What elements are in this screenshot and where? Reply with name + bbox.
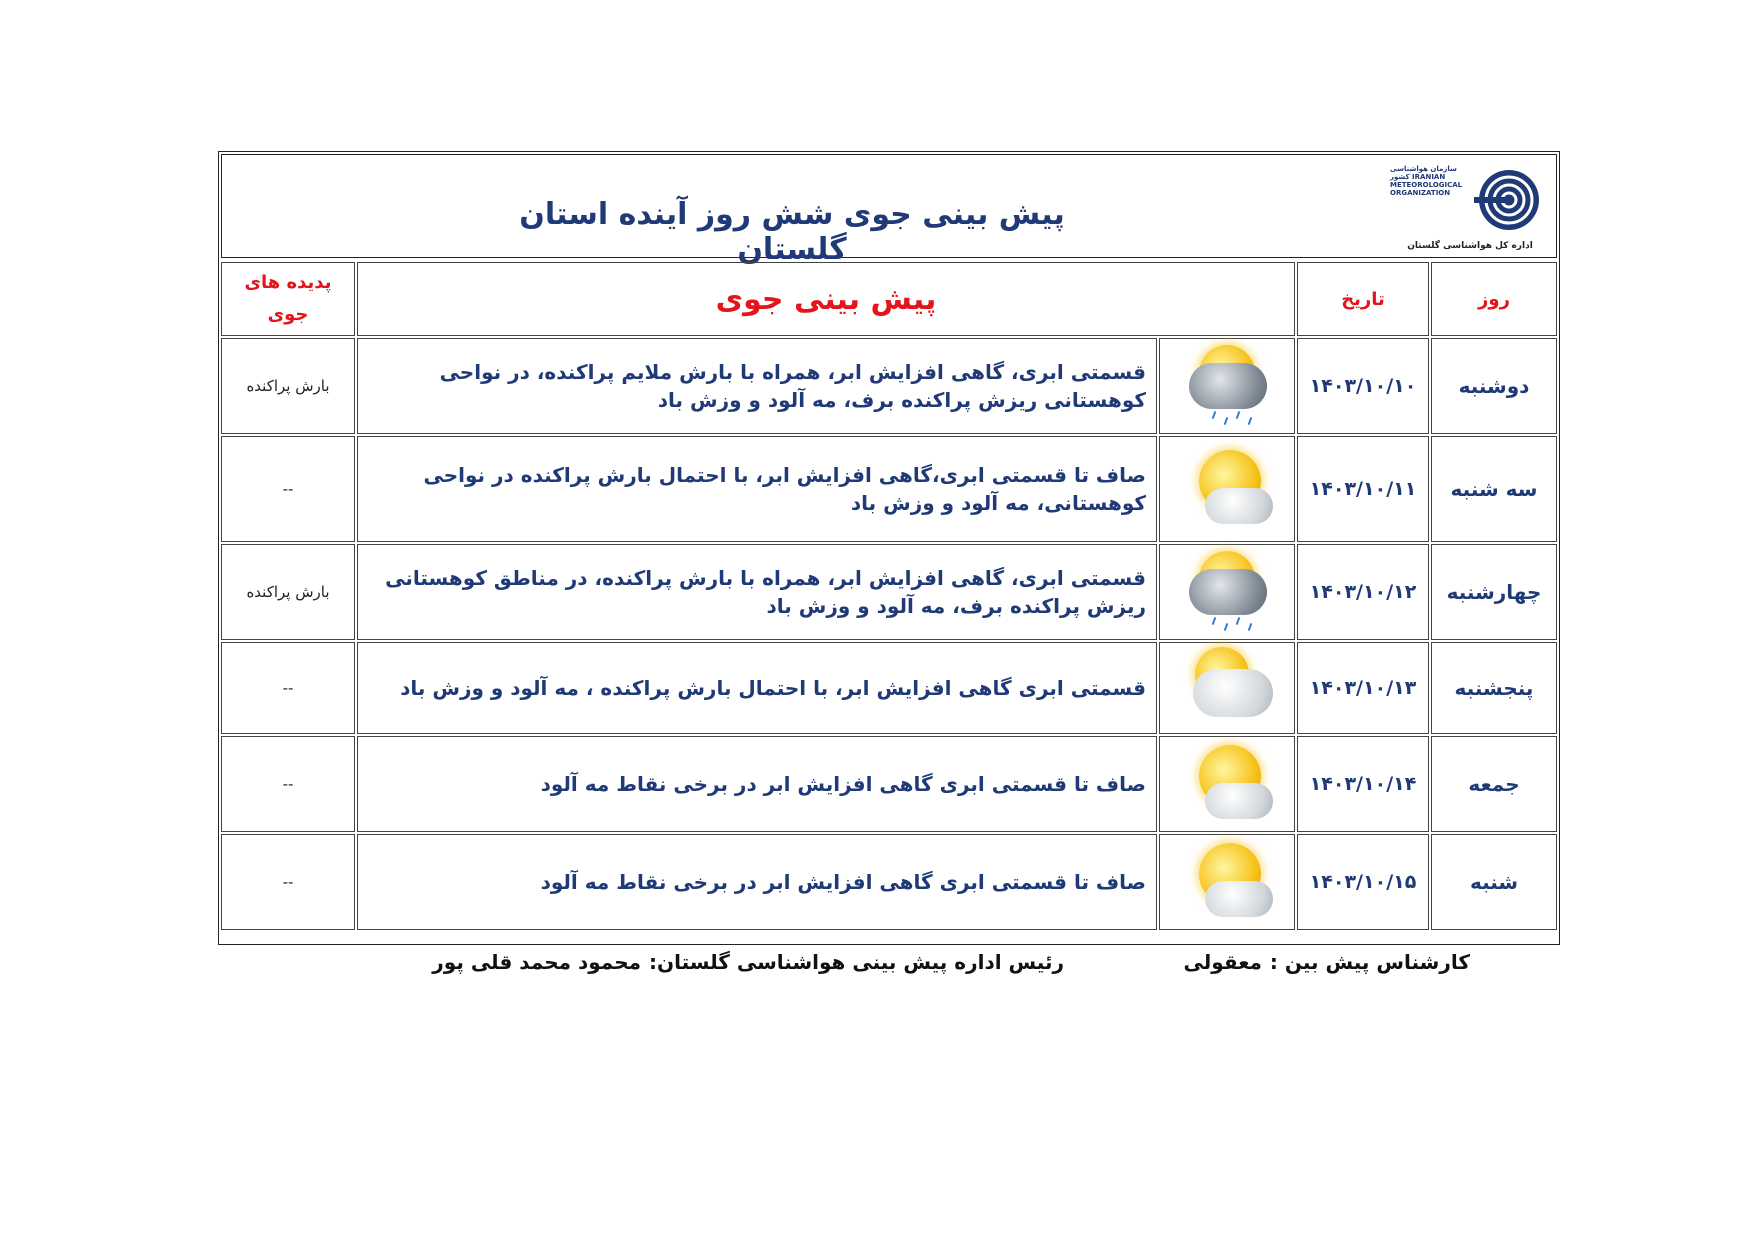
table-row (221, 834, 1557, 930)
forecast-sheet (218, 151, 1560, 945)
sun-cloud-icon (1177, 444, 1277, 534)
phenomena-cell: -- (221, 834, 355, 930)
phenomena-cell: -- (221, 736, 355, 832)
forecaster-label: کارشناس پیش بین : (1269, 950, 1470, 974)
day-cell: جمعه (1431, 736, 1557, 832)
forecast-cell: صاف تا قسمتی ابری،گاهی افزایش ابر، با احتمال بارش پراکنده در نواحی کوهستانی، مه آلود و وزش باد (357, 436, 1157, 542)
forecast-cell: صاف تا قسمتی ابری گاهی افزایش ابر در برخی نقاط مه آلود (357, 736, 1157, 832)
date-cell: ۱۴۰۳/۱۰/۱۵ (1297, 834, 1429, 930)
head-label: رئیس اداره پیش بینی هواشناسی گلستان: (649, 950, 1064, 974)
phenomena-cell: بارش پراکنده (221, 544, 355, 640)
forecast-cell: قسمتی ابری، گاهی افزایش ابر، همراه با بارش ملایم پراکنده، در نواحی کوهستانی ریزش پراکنده برف، مه آلود و وزش باد (357, 338, 1157, 434)
table-row (221, 338, 1557, 434)
page-title: پیش بینی جوی شش روز آینده استان گلستان (519, 197, 1065, 267)
date-cell: ۱۴۰۳/۱۰/۱۲ (1297, 544, 1429, 640)
phenomena-cell: -- (221, 436, 355, 542)
meteorological-logo (1390, 163, 1550, 253)
day-cell: شنبه (1431, 834, 1557, 930)
table-row (221, 642, 1557, 734)
day-cell: چهارشنبه (1431, 544, 1557, 640)
header-box (221, 154, 1557, 267)
column-header-date: تاریخ (1297, 262, 1429, 336)
sun-cloud-icon (1177, 739, 1277, 829)
date-cell: ۱۴۰۳/۱۰/۱۰ (1297, 338, 1429, 434)
date-cell: ۱۴۰۳/۱۰/۱۳ (1297, 642, 1429, 734)
cloud-rain-icon (1177, 547, 1277, 637)
logo-caption: اداره کل هواشناسی گلستان (1407, 241, 1533, 251)
cloud-rain-icon (1177, 341, 1277, 431)
phenomena-cell: بارش پراکنده (221, 338, 355, 434)
day-cell: دوشنبه (1431, 338, 1557, 434)
forecast-cell: صاف تا قسمتی ابری گاهی افزایش ابر در برخی نقاط مه آلود (357, 834, 1157, 930)
logo-emblem-icon (1474, 167, 1544, 233)
day-cell: پنجشنبه (1431, 642, 1557, 734)
table-row (221, 436, 1557, 542)
table-header-row (221, 262, 1557, 336)
phenomena-cell: -- (221, 642, 355, 734)
forecast-table (219, 260, 1559, 932)
sun-cloud-icon (1177, 837, 1277, 927)
table-row (221, 736, 1557, 832)
head-name: محمود محمد قلی پور (432, 950, 642, 974)
column-header-day: روز (1431, 262, 1557, 336)
forecaster-signature (1184, 950, 1470, 974)
logo-text: سازمان هواشناسی کشور IRANIAN METEOROLOGICAL ORGANIZATION (1390, 165, 1463, 197)
cloud-sun-icon (1177, 643, 1277, 733)
day-cell: سه شنبه (1431, 436, 1557, 542)
head-signature (432, 950, 1064, 974)
table-row (221, 544, 1557, 640)
date-cell: ۱۴۰۳/۱۰/۱۱ (1297, 436, 1429, 542)
forecast-cell: قسمتی ابری، گاهی افزایش ابر، همراه با بارش پراکنده، در مناطق کوهستانی ریزش پراکنده برف، مه آلود و وزش باد (357, 544, 1157, 640)
column-header-phenomena: پدیده های جوی (221, 262, 355, 336)
forecast-cell: قسمتی ابری گاهی افزایش ابر، با احتمال بارش پراکنده ، مه آلود و وزش باد (357, 642, 1157, 734)
column-header-forecast: پیش بینی جوی (357, 262, 1295, 336)
date-cell: ۱۴۰۳/۱۰/۱۴ (1297, 736, 1429, 832)
forecaster-name: معقولی (1183, 950, 1262, 974)
